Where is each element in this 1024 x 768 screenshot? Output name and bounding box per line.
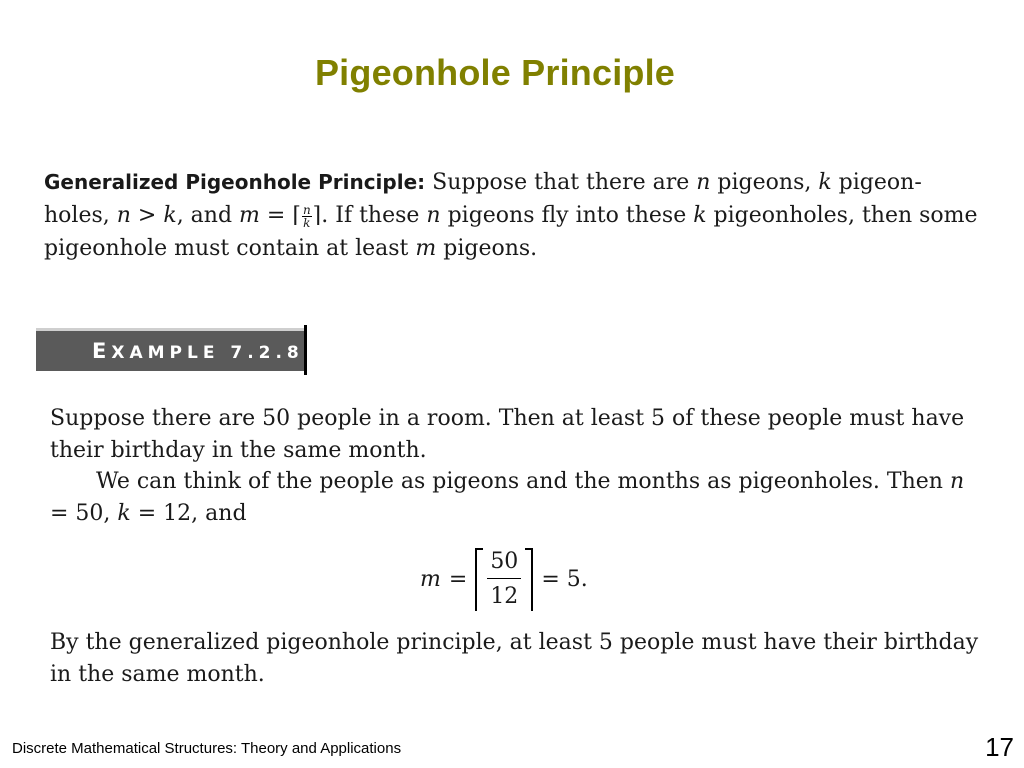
equation-rhs: = 5. [541, 566, 588, 592]
var-n: n [949, 469, 965, 494]
principle-text-7: . If these [321, 203, 427, 228]
equation-equals: = [448, 566, 468, 592]
principle-text-4: > [130, 203, 164, 228]
page-number: 17 [985, 732, 1014, 762]
ceiling-equation [420, 545, 588, 613]
slide-title: Pigeonhole Principle [314, 52, 676, 93]
var-n: n [116, 203, 131, 228]
ceiling-bracket-left [475, 548, 483, 611]
example-banner [36, 328, 304, 371]
var-k: k [818, 170, 832, 195]
equation-numerator: 50 [487, 548, 521, 579]
example-label-initial: E [92, 339, 112, 363]
equation-denominator: 12 [490, 583, 519, 609]
principle-text-8: pigeons fly into these [440, 203, 694, 228]
example-conclusion: By the generalized pigeonhole principle, at least 5 people must have their birthday in the same month. [50, 630, 979, 687]
var-k: k [693, 203, 707, 228]
var-k: k [163, 203, 177, 228]
footer-course-title: Discrete Mathematical Structures: Theory and Applications [12, 740, 402, 757]
equation-lhs: m [420, 566, 441, 592]
paragraph-2-eq2: = 12, and [130, 501, 247, 526]
var-k: k [117, 501, 131, 526]
paragraph-2-eq1: = 50, [50, 501, 118, 526]
principle-text-1: Suppose that there are [425, 170, 697, 195]
example-label-rest: XAMPLE 7.2.8 [111, 343, 304, 363]
principle-text-6: = [259, 203, 293, 228]
ceiling-fraction [475, 548, 533, 611]
fraction-denominator: k [303, 215, 311, 230]
var-n: n [696, 170, 711, 195]
example-paragraph-2 [50, 466, 980, 530]
fraction-50-over-12 [483, 548, 525, 611]
principle-text-5: , and [176, 203, 240, 228]
paragraph-2-text: We can think of the people as pigeons and the months as pigeonholes. Then [96, 469, 950, 494]
principle-text-10: pigeons. [436, 236, 538, 261]
principle-text-9: pigeonholes, then some pigeonhole must contain at least [44, 203, 978, 261]
principle-text-2: pigeons, [710, 170, 819, 195]
example-paragraph-1: Suppose there are 50 people in a room. Then at least 5 of these people must have their birthday in the same month. [50, 406, 965, 463]
principle-label: Generalized Pigeonhole Principle: [44, 170, 426, 194]
var-m: m [415, 236, 437, 261]
ceil-left: ⌈ [292, 203, 301, 228]
ceiling-bracket-right [525, 548, 533, 611]
example-banner-divider [304, 325, 307, 375]
principle-statement [44, 166, 984, 265]
principle-text-3: pigeon-holes, [44, 170, 922, 228]
ceil-right: ⌉ [312, 203, 322, 228]
var-m: m [239, 203, 260, 228]
fraction-n-over-k [302, 204, 312, 229]
fraction-numerator: n [302, 202, 311, 217]
var-n: n [426, 203, 441, 228]
